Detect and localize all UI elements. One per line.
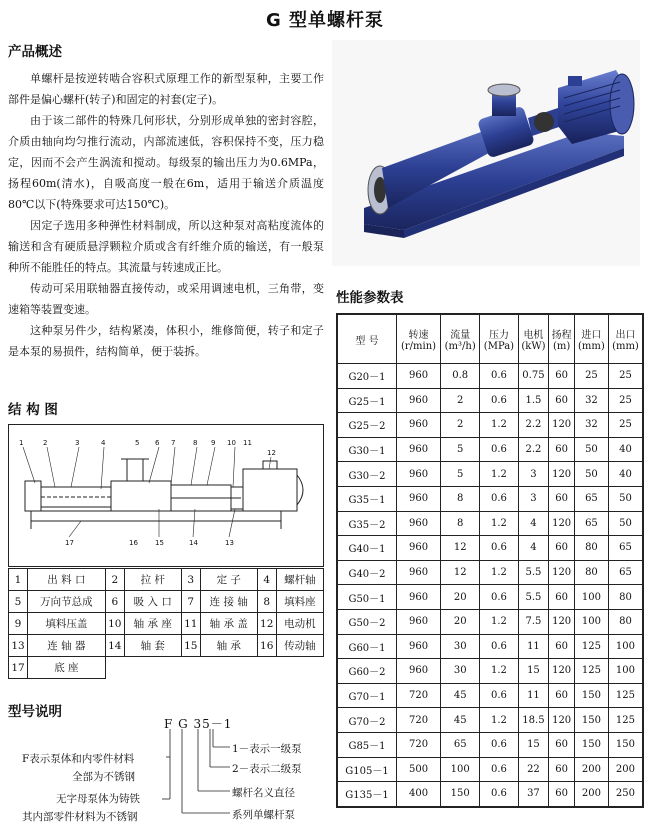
- column-header: 型 号: [337, 314, 397, 364]
- callout-label: 4: [101, 439, 106, 447]
- model-note: 无字母泵体为铸铁: [56, 793, 140, 805]
- value-cell: 60: [549, 782, 575, 807]
- table-row: [337, 486, 643, 511]
- value-cell: 960: [397, 536, 441, 561]
- value-cell: 5: [441, 462, 480, 487]
- part-number: 10: [105, 613, 124, 635]
- value-cell: 60: [549, 437, 575, 462]
- value-cell: 1.5: [518, 388, 549, 413]
- value-cell: 60: [549, 585, 575, 610]
- value-cell: 32: [574, 413, 608, 438]
- value-cell: 25: [608, 364, 643, 389]
- page-title: G 型单螺杆泵: [265, 10, 385, 31]
- overview-paragraph: 这种泵另件少，结构紧凑，体积小，维修简便，转子和定子是本泵的易损件，结构简单，便于装拆。: [8, 324, 324, 358]
- value-cell: 200: [608, 757, 643, 782]
- part-name: 轴 承: [200, 635, 257, 657]
- callout-label: 9: [211, 439, 216, 447]
- table-row: [337, 536, 643, 561]
- overview-paragraph: 因定子选用多种弹性材料制成，所以这种泵对高粘度流体的输送和含有硬质悬浮颗粒介质或含有纤维介质的输送，有一般泵种所不能胜任的特点。其流量与转速成正比。: [8, 219, 324, 274]
- value-cell: 150: [574, 732, 608, 757]
- value-cell: 5.5: [518, 560, 549, 585]
- value-cell: 8: [441, 486, 480, 511]
- model-cell: G50－2: [337, 609, 397, 634]
- part-name: 轴 承 座: [124, 613, 181, 635]
- part-name: 填料座: [276, 591, 323, 613]
- value-cell: 60: [549, 757, 575, 782]
- column-header: 扬程 (m): [549, 314, 575, 364]
- table-row: [337, 437, 643, 462]
- value-cell: 5: [441, 437, 480, 462]
- callout-label: 14: [189, 539, 198, 547]
- value-cell: 0.6: [480, 536, 518, 561]
- value-cell: 3: [518, 486, 549, 511]
- value-cell: 960: [397, 634, 441, 659]
- part-name: 传动轴: [276, 635, 323, 657]
- model-cell: G135－1: [337, 782, 397, 807]
- value-cell: 960: [397, 659, 441, 684]
- model-cell: G70－2: [337, 708, 397, 733]
- model-note: F表示泵体和内零件材料: [22, 753, 135, 765]
- column-header: 流量 (m³/h): [441, 314, 480, 364]
- model-cell: G60－2: [337, 659, 397, 684]
- model-code: F G 35－1: [164, 717, 233, 731]
- structure-heading: 结 构 图: [8, 402, 58, 418]
- value-cell: 50: [574, 462, 608, 487]
- value-cell: 120: [549, 560, 575, 585]
- value-cell: 0.6: [480, 437, 518, 462]
- table-row: [9, 635, 324, 657]
- model-cell: G40－2: [337, 560, 397, 585]
- table-row: [337, 782, 643, 807]
- value-cell: 7.5: [518, 609, 549, 634]
- model-explanation: [10, 715, 330, 825]
- table-row: [337, 708, 643, 733]
- value-cell: 60: [549, 732, 575, 757]
- value-cell: 960: [397, 388, 441, 413]
- value-cell: 5.5: [518, 585, 549, 610]
- value-cell: 0.6: [480, 683, 518, 708]
- overview-heading: 产品概述: [8, 44, 62, 60]
- model-cell: G30－2: [337, 462, 397, 487]
- performance-heading: 性能参数表: [336, 290, 404, 306]
- column-header: 转速 (r/min): [397, 314, 441, 364]
- value-cell: 0.6: [480, 585, 518, 610]
- part-name: 底 座: [28, 657, 106, 679]
- parts-table: [8, 568, 324, 679]
- value-cell: 960: [397, 486, 441, 511]
- value-cell: 15: [518, 732, 549, 757]
- value-cell: 500: [397, 757, 441, 782]
- value-cell: 960: [397, 413, 441, 438]
- model-cell: G50－1: [337, 585, 397, 610]
- value-cell: 65: [574, 511, 608, 536]
- table-row: [337, 757, 643, 782]
- value-cell: 960: [397, 609, 441, 634]
- value-cell: 150: [441, 782, 480, 807]
- column-header: 进口 (mm): [574, 314, 608, 364]
- model-cell: G35－2: [337, 511, 397, 536]
- value-cell: 80: [574, 560, 608, 585]
- value-cell: 150: [574, 708, 608, 733]
- table-row: [337, 585, 643, 610]
- callout-label: 8: [193, 439, 198, 447]
- overview-text: [8, 68, 324, 362]
- part-number: 14: [105, 635, 124, 657]
- value-cell: 1.2: [480, 462, 518, 487]
- model-cell: G25－2: [337, 413, 397, 438]
- value-cell: 100: [574, 585, 608, 610]
- callout-label: 1: [19, 439, 24, 447]
- model-note: 1－表示一级泵: [232, 743, 302, 755]
- part-number: 17: [9, 657, 28, 679]
- value-cell: 80: [574, 536, 608, 561]
- part-number: 3: [181, 569, 200, 591]
- table-row: [9, 569, 324, 591]
- value-cell: 120: [549, 609, 575, 634]
- value-cell: 2.2: [518, 413, 549, 438]
- value-cell: 960: [397, 437, 441, 462]
- table-row: [337, 560, 643, 585]
- part-name: 拉 杆: [124, 569, 181, 591]
- value-cell: 50: [608, 486, 643, 511]
- value-cell: 2.2: [518, 437, 549, 462]
- value-cell: 3: [518, 462, 549, 487]
- value-cell: 0.6: [480, 757, 518, 782]
- value-cell: 30: [441, 634, 480, 659]
- part-number: 7: [181, 591, 200, 613]
- part-name: 定 子: [200, 569, 257, 591]
- value-cell: 960: [397, 560, 441, 585]
- value-cell: 720: [397, 683, 441, 708]
- part-number: 12: [257, 613, 276, 635]
- callout-label: 17: [65, 539, 74, 547]
- value-cell: 150: [608, 732, 643, 757]
- value-cell: 960: [397, 364, 441, 389]
- value-cell: 8: [441, 511, 480, 536]
- value-cell: 37: [518, 782, 549, 807]
- value-cell: 0.6: [480, 732, 518, 757]
- value-cell: 50: [574, 437, 608, 462]
- value-cell: 960: [397, 462, 441, 487]
- value-cell: 18.5: [518, 708, 549, 733]
- value-cell: 60: [549, 683, 575, 708]
- model-cell: G70－1: [337, 683, 397, 708]
- value-cell: 0.8: [441, 364, 480, 389]
- value-cell: 32: [574, 388, 608, 413]
- callout-label: 13: [225, 539, 234, 547]
- value-cell: 25: [608, 388, 643, 413]
- part-number: 13: [9, 635, 28, 657]
- callout-label: 16: [129, 539, 138, 547]
- value-cell: 400: [397, 782, 441, 807]
- value-cell: 60: [549, 364, 575, 389]
- value-cell: 120: [549, 413, 575, 438]
- value-cell: 25: [574, 364, 608, 389]
- structure-diagram: [8, 424, 324, 567]
- model-note: 系列单螺杆泵: [232, 809, 295, 821]
- part-name: 连 接 轴: [200, 591, 257, 613]
- value-cell: 4: [518, 511, 549, 536]
- value-cell: 125: [574, 659, 608, 684]
- part-number: 1: [9, 569, 28, 591]
- value-cell: 0.6: [480, 388, 518, 413]
- callout-label: 10: [227, 439, 236, 447]
- value-cell: 120: [549, 511, 575, 536]
- value-cell: 200: [574, 757, 608, 782]
- value-cell: 0.6: [480, 634, 518, 659]
- part-name: 吸 入 口: [124, 591, 181, 613]
- part-name: 轴 套: [124, 635, 181, 657]
- value-cell: 200: [574, 782, 608, 807]
- table-row: [9, 657, 324, 679]
- value-cell: 12: [441, 560, 480, 585]
- performance-table-body: [337, 364, 643, 807]
- overview-paragraph: 单螺杆是按逆转啮合容积式原理工作的新型泵种，主要工作部件是偏心螺杆(转子)和固定的衬套(定子)。: [8, 72, 324, 106]
- value-cell: 250: [608, 782, 643, 807]
- value-cell: 40: [608, 437, 643, 462]
- value-cell: 15: [518, 659, 549, 684]
- value-cell: 1.2: [480, 413, 518, 438]
- model-cell: G85－1: [337, 732, 397, 757]
- table-header-row: [337, 314, 643, 364]
- part-number: 16: [257, 635, 276, 657]
- value-cell: 1.2: [480, 511, 518, 536]
- table-row: [337, 683, 643, 708]
- value-cell: 120: [549, 462, 575, 487]
- value-cell: 1.2: [480, 659, 518, 684]
- value-cell: 0.75: [518, 364, 549, 389]
- value-cell: 0.6: [480, 486, 518, 511]
- part-name: 轴 承 盖: [200, 613, 257, 635]
- value-cell: 1.2: [480, 609, 518, 634]
- model-cell: G35－1: [337, 486, 397, 511]
- column-header: 压力 (MPa): [480, 314, 518, 364]
- model-cell: G60－1: [337, 634, 397, 659]
- table-row: [337, 511, 643, 536]
- value-cell: 120: [549, 708, 575, 733]
- table-row: [337, 659, 643, 684]
- callout-label: 11: [243, 439, 252, 447]
- table-row: [9, 613, 324, 635]
- value-cell: 65: [608, 536, 643, 561]
- pump-photo: [332, 40, 640, 266]
- value-cell: 20: [441, 609, 480, 634]
- table-row: [337, 388, 643, 413]
- value-cell: 12: [441, 536, 480, 561]
- part-name: 出 料 口: [28, 569, 106, 591]
- value-cell: 720: [397, 708, 441, 733]
- part-number: 11: [181, 613, 200, 635]
- value-cell: 1.2: [480, 708, 518, 733]
- callout-label: 15: [155, 539, 164, 547]
- value-cell: 4: [518, 536, 549, 561]
- value-cell: 60: [549, 634, 575, 659]
- value-cell: 65: [441, 732, 480, 757]
- value-cell: 100: [441, 757, 480, 782]
- value-cell: 150: [574, 683, 608, 708]
- value-cell: 0.6: [480, 364, 518, 389]
- value-cell: 22: [518, 757, 549, 782]
- value-cell: 45: [441, 708, 480, 733]
- part-number: 6: [105, 591, 124, 613]
- overview-paragraph: 由于该二部件的特殊几何形状，分别形成单独的密封容腔，介质由轴向均匀推行流动，内部流速低，容积保持不变，压力稳定，因而不会产生涡流和搅动。每级泵的输出压力为0.6MPa，扬程60m(清水)，自吸高度一般在6m，适用于输送介质温度80℃以下(特殊要求可达150℃)。: [8, 114, 324, 211]
- part-name: 螺杆轴: [276, 569, 323, 591]
- model-heading: 型号说明: [8, 704, 62, 720]
- value-cell: 80: [608, 585, 643, 610]
- part-number: 9: [9, 613, 28, 635]
- part-number: 8: [257, 591, 276, 613]
- value-cell: 60: [549, 388, 575, 413]
- value-cell: 960: [397, 585, 441, 610]
- value-cell: 100: [574, 609, 608, 634]
- callout-label: 5: [135, 439, 140, 447]
- value-cell: 125: [608, 708, 643, 733]
- value-cell: 100: [608, 659, 643, 684]
- callout-label: 2: [43, 439, 48, 447]
- table-row: [337, 413, 643, 438]
- value-cell: 0.6: [480, 782, 518, 807]
- value-cell: 45: [441, 683, 480, 708]
- model-note: 螺杆名义直径: [232, 787, 295, 799]
- model-cell: G30－1: [337, 437, 397, 462]
- model-note: 全部为不锈钢: [72, 771, 135, 783]
- table-row: [9, 591, 324, 613]
- value-cell: 20: [441, 585, 480, 610]
- value-cell: 125: [608, 683, 643, 708]
- model-note: 2－表示二级泵: [232, 763, 302, 775]
- column-header: 出口 (mm): [608, 314, 643, 364]
- value-cell: 720: [397, 732, 441, 757]
- value-cell: 11: [518, 683, 549, 708]
- value-cell: 100: [608, 634, 643, 659]
- part-name: 万向节总成: [28, 591, 106, 613]
- part-number: 15: [181, 635, 200, 657]
- value-cell: 40: [608, 462, 643, 487]
- model-note: 其内部零件材料为不锈钢: [22, 811, 138, 823]
- part-number: 4: [257, 569, 276, 591]
- model-cell: G105－1: [337, 757, 397, 782]
- callout-label: 7: [171, 439, 176, 447]
- value-cell: 65: [608, 560, 643, 585]
- value-cell: 120: [549, 659, 575, 684]
- model-cell: G40－1: [337, 536, 397, 561]
- table-row: [337, 462, 643, 487]
- part-name: 连 轴 器: [28, 635, 106, 657]
- overview-paragraph: 传动可采用联轴器直接传动，或采用调速电机，三角带，变速箱等装置变速。: [8, 282, 324, 316]
- table-row: [337, 609, 643, 634]
- part-number: 2: [105, 569, 124, 591]
- value-cell: 1.2: [480, 560, 518, 585]
- callout-label: 12: [267, 449, 276, 457]
- value-cell: 11: [518, 634, 549, 659]
- table-row: [337, 364, 643, 389]
- value-cell: 80: [608, 609, 643, 634]
- part-number: 5: [9, 591, 28, 613]
- value-cell: 65: [574, 486, 608, 511]
- value-cell: 25: [608, 413, 643, 438]
- part-name: 电动机: [276, 613, 323, 635]
- column-header: 电机 (kW): [518, 314, 549, 364]
- table-row: [337, 732, 643, 757]
- value-cell: 125: [574, 634, 608, 659]
- callout-label: 6: [155, 439, 160, 447]
- callout-label: 3: [75, 439, 80, 447]
- part-name: 填料压盖: [28, 613, 106, 635]
- value-cell: 960: [397, 511, 441, 536]
- model-cell: G20－1: [337, 364, 397, 389]
- value-cell: 60: [549, 536, 575, 561]
- value-cell: 2: [441, 388, 480, 413]
- value-cell: 50: [608, 511, 643, 536]
- value-cell: 2: [441, 413, 480, 438]
- value-cell: 60: [549, 486, 575, 511]
- performance-table: [336, 313, 644, 808]
- model-cell: G25－1: [337, 388, 397, 413]
- table-row: [337, 634, 643, 659]
- value-cell: 30: [441, 659, 480, 684]
